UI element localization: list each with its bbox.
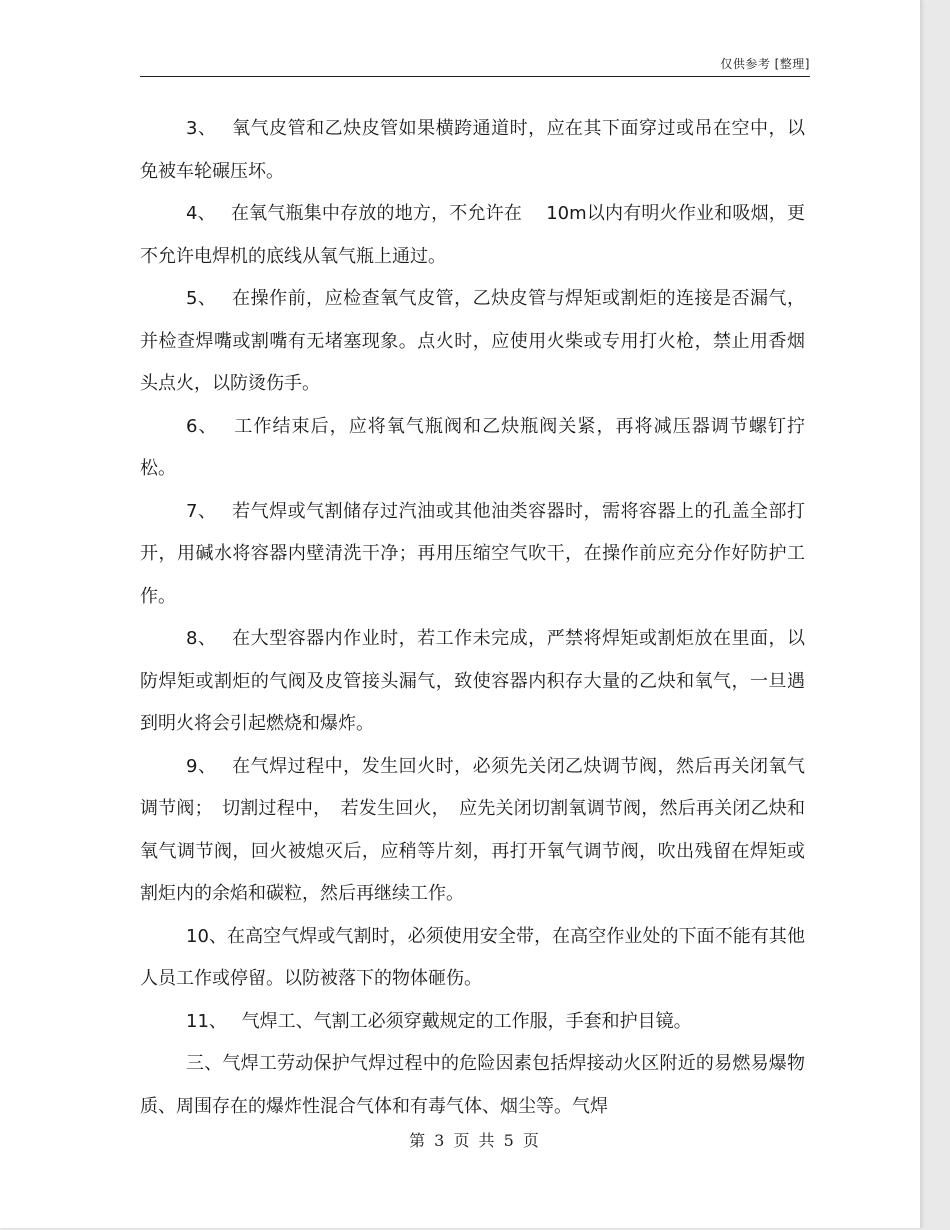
paragraph-item-7: 7、 若气焊或气割储存过汽油或其他油类容器时，需将容器上的孔盖全部打开，用碱水将容器内壁清洗干净；再用压缩空气吹干，在操作前应充分作好防护工作。 [140,500,805,607]
paragraph-section-3: 三、气焊工劳动保护气焊过程中的危险因素包括焊接动火区附近的易燃易爆物质、周围存在的爆炸性混合气体和有毒气体、烟尘等。气焊 [140,1053,805,1117]
paragraph-item-5: 5、 在操作前，应检查氧气皮管，乙炔皮管与焊矩或割炬的连接是否漏气，并检查焊嘴或割嘴有无堵塞现象。点火时，应使用火柴或专用打火枪，禁止用香烟头点火，以防烫伤手。 [140,288,805,394]
paragraph-item-11: 11、 气焊工、气割工必须穿戴规定的工作服，手套和护目镜。 [186,1010,692,1032]
document-body [140,108,805,1128]
paragraph-item-6: 6、 工作结束后，应将氧气瓶阀和乙炔瓶阀关紧，再将减压器调节螺钉拧松。 [140,415,805,479]
paragraph-item-8: 8、 在大型容器内作业时，若工作未完成，严禁将焊矩或割炬放在里面，以防焊矩或割炬的气阀及皮管接头漏气，致使容器内积存大量的乙炔和氧气，一旦遇到明火将会引起燃烧和爆炸。 [140,628,805,734]
paragraph-item-10: 10、在高空气焊或气割时，必须使用安全带，在高空作业处的下面不能有其他人员工作或停留。以防被落下的物体砸伤。 [140,925,805,989]
page-footer: 第 3 页 共 5 页 [409,1131,541,1150]
paragraph-item-4: 4、 在氧气瓶集中存放的地方，不允许在 10m以内有明火作业和吸烟，更不允许电焊机的底线从氧气瓶上通过。 [140,203,805,267]
paragraph-item-9: 9、 在气焊过程中，发生回火时，必须先关闭乙炔调节阀，然后再关闭氧气调节阀； 切割过程中， 若发生回火， 应先关闭切割氧调节阀，然后再关闭乙炔和氧气调节阀，回火被熄灭后，应稍等片刻，再打开氧气调节阀，吹出残留在焊矩或割炬内的余焰和碳粒，然后再继续工作。 [140,755,805,904]
page-header: 仅供参考 [整理] [720,57,810,71]
header-rule [140,76,810,77]
paragraph-item-3: 3、 氧气皮管和乙炔皮管如果横跨通道时，应在其下面穿过或吊在空中，以免被车轮碾压坏。 [140,118,805,182]
